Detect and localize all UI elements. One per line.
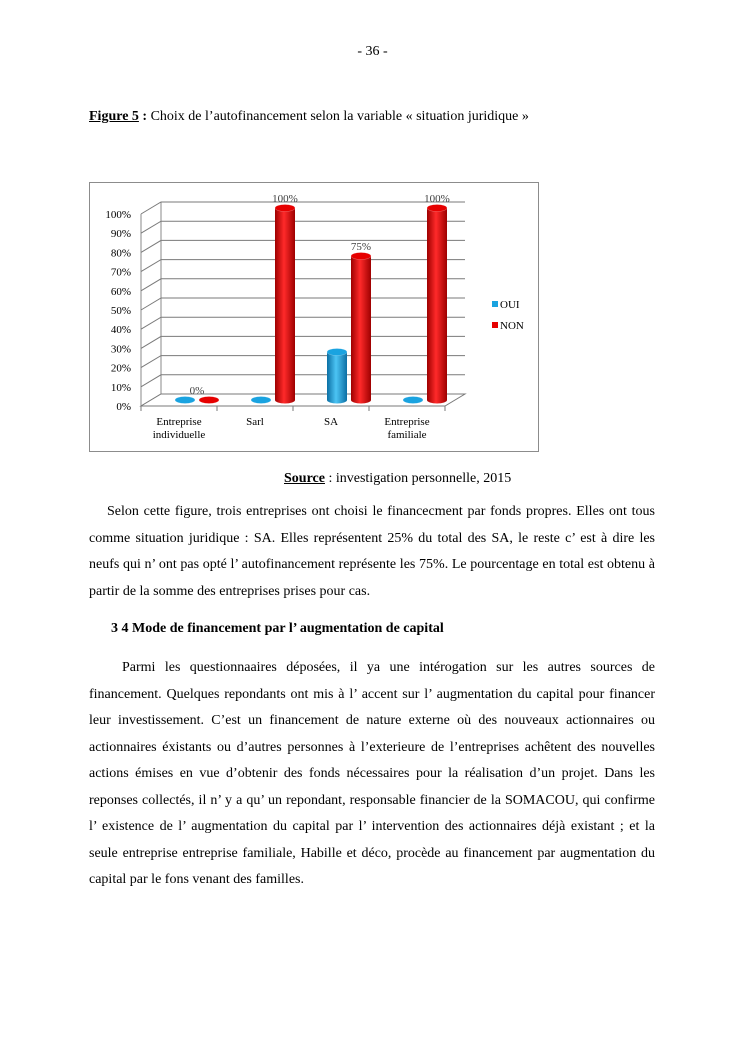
source-label: Source xyxy=(284,471,325,486)
y-tick-label: 20% xyxy=(110,362,131,375)
bar-oui-0 xyxy=(175,397,195,404)
gridline xyxy=(141,298,465,310)
paragraph-1: Selon cette figure, trois entreprises ont choisi le financecment par fonds propres. Elles ont tous comme situation juridique : SA. Elles représentent 25% du total des SA, le reste c’ est à dire les neufs qui n’ ont pas opté l’ autofinancement représente les 75%. Le pourcentage en total est obtenu à partir de la somme des entreprises prises pour cas. xyxy=(89,504,655,599)
source-line xyxy=(284,471,511,487)
bar-body xyxy=(327,352,347,400)
figure-colon: : xyxy=(138,109,148,124)
gridline xyxy=(141,221,465,233)
y-tick-label: 10% xyxy=(110,381,131,394)
y-tick-label: 50% xyxy=(110,305,131,317)
x-tick-label: Entreprise xyxy=(156,416,202,428)
data-label: 100% xyxy=(272,193,298,205)
bar-non-1 xyxy=(275,205,295,404)
data-label: 0% xyxy=(189,385,205,397)
bar-base xyxy=(351,397,371,404)
gridline xyxy=(141,240,465,252)
y-tick-label: 100% xyxy=(105,209,131,221)
bar-top xyxy=(199,397,219,404)
x-tick-label: Entreprise xyxy=(384,416,430,428)
x-tick-label: familiale xyxy=(387,429,427,441)
bar-top xyxy=(403,397,423,404)
figure-title: Choix de l’autofinancement selon la variable « situation juridique » xyxy=(147,109,529,124)
legend-swatch-oui xyxy=(492,301,498,307)
chart-frame xyxy=(89,182,539,452)
bar-oui-2 xyxy=(327,349,347,404)
y-tick-label: 60% xyxy=(110,285,131,298)
y-tick-label: 0% xyxy=(116,401,131,413)
bar-oui-3 xyxy=(403,397,423,404)
bar-body xyxy=(351,256,371,400)
data-label: 100% xyxy=(424,193,450,205)
page-number: - 36 - xyxy=(357,44,388,59)
gridline xyxy=(141,279,465,291)
bar-base xyxy=(275,397,295,404)
bar-oui-1 xyxy=(251,397,271,404)
legend-label-non: NON xyxy=(500,320,524,332)
y-tick-label: 90% xyxy=(110,228,131,241)
bar-body xyxy=(427,208,447,400)
y-tick-label: 30% xyxy=(110,343,131,356)
gridline xyxy=(141,260,465,272)
bar-top xyxy=(351,253,371,260)
gridline xyxy=(141,336,465,348)
y-tick-label: 70% xyxy=(110,266,131,279)
bar-top xyxy=(275,205,295,212)
source-text: : investigation personnelle, 2015 xyxy=(324,471,512,486)
y-tick-label: 80% xyxy=(110,247,131,260)
bar-base xyxy=(327,397,347,404)
bar-chart xyxy=(90,183,540,453)
gridline xyxy=(141,317,465,329)
bar-body xyxy=(275,208,295,400)
bar-non-0 xyxy=(199,397,219,404)
bar-non-2 xyxy=(351,253,371,404)
legend-label-oui: OUI xyxy=(500,299,520,311)
x-tick-label: SA xyxy=(323,416,339,428)
gridline xyxy=(141,356,465,368)
figure-caption xyxy=(89,109,529,125)
gridline xyxy=(141,202,465,214)
paragraph-2: Parmi les questionnaaires déposées, il ya une intérogation sur les autres sources de financement. Quelques repondants ont mis à l’ accent sur l’ augmentation du capital pour financer leur investissement. C’est un financement de nature externe où des nouveaux actionnaires ou actionnaires éxistants ou d’autres personnes à l’exterieure de l’entreprises achêtent des nouvelles actions émises en vue d’obtenir des fonds nécessaires pour la réalisation d’un projet. Dans les reponses collectés, il n’ y a qu’ un repondant, responsable financier de la SOMACOU, qui confirme l’ existence de l’ augmentation du capital par l’ intervention des actionnaires déjà existant ; et la seule entreprise entreprise familiale, Habille et déco, procède au financement par augmentation du capital par le fons venant des familles. xyxy=(89,660,655,887)
bar-base xyxy=(427,397,447,404)
bar-top xyxy=(427,205,447,212)
legend-swatch-non xyxy=(492,322,498,328)
x-tick-label: Sarl xyxy=(246,416,264,428)
section-heading: 3 4 Mode de financement par l’ augmentation de capital xyxy=(111,621,444,636)
x-tick-label: individuelle xyxy=(152,429,206,441)
data-label: 75% xyxy=(350,241,372,253)
bar-non-3 xyxy=(427,205,447,404)
bar-top xyxy=(251,397,271,404)
figure-label: Figure 5 xyxy=(89,109,139,124)
bar-top xyxy=(175,397,195,404)
y-tick-label: 40% xyxy=(110,324,131,337)
bar-top xyxy=(327,349,347,356)
